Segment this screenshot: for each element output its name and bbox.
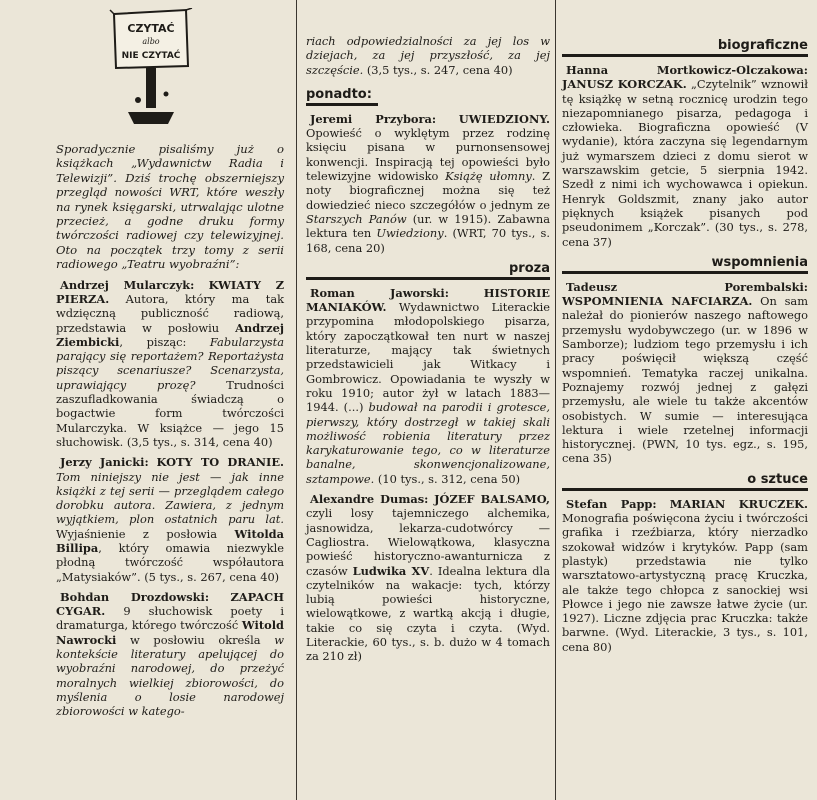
entry-text: 9 słuchowisk poety i dramaturga, którego twórczość [56, 604, 284, 633]
section-heading-o-sztuce: o sztuce [562, 472, 808, 491]
entry-title: JANUSZ KORCZAK. [562, 77, 687, 92]
entry-text: (ur. w 1915). Zabawna lektura ten [306, 211, 550, 241]
entry-text: w posłowiu określa [130, 632, 261, 647]
entry-quote: w kontekście literatury apelującej do wyobraźni narodowej, do przeżyć moralnych wielkiej zbiorowości, do myślenia o losie narodowej zbiorowości w katego- [56, 632, 284, 719]
section-heading-proza: proza [306, 261, 550, 280]
entry-author: Jerzy Janicki: [60, 455, 149, 470]
entry-text: . (WRT, 70 tys., s. 168, cena 20) [306, 226, 550, 255]
entry-porembalski [562, 280, 808, 466]
entry-drozdowski [56, 590, 284, 719]
entry-quote: budował na parodii i grotesce, pierwszy, który dostrzegł w takiej skali możliwość robienia literatury przez karykaturowanie tego, co w literaturze banalne, skonwencjonalizowane, sztampowe. [306, 400, 551, 486]
entry-janicki [56, 455, 284, 584]
column-1 [56, 0, 284, 725]
entry-quote: Książę ułomny [445, 169, 532, 184]
entry-name: Witold Nawrocki [56, 618, 284, 647]
entry-title: WSPOMNIENIA NAFCIARZA. [562, 294, 753, 309]
entry-text: czyli losy tajemniczego alchemika, jasnowidza, lekarza-cudotwórcy — Cagliostra. Wielowątkowa, klasyczna powieść historyczno-awanturnicza z czasów [306, 506, 550, 578]
logo-line2: albo [142, 37, 160, 46]
entry-text: Trudności zaszufladkowania świadczą o bogactwie form twórczości Mularczyka. W książce — jego 15 słuchowisk. (3,5 tys., s. 314, cena 40) [56, 377, 285, 449]
entry-text: „Czytelnik” wznowił tę książkę w setną rocznicę urodzin tego niezapomnianego pisarza, pedagoga i człowieka. Biograficzna opowieść (V wydanie), która zaczyna się legendarnym już wymarszem dzieci z domu sierot w warszawskim getcie, 5 sierpnia 1942. Szedł z nimi ich wychowawca i opiekun. Henryk Goldszmit, znany jako autor pięknych książek pisanych pod pseudonimem „Korczak”. (30 tys., s. 278, cena 37) [562, 77, 809, 249]
entry-author: Alexandre Dumas: [310, 492, 429, 507]
entry-quote: riach odpowiedzialności za jej los w dziejach, za jej przyszłość, za jej szczęście. [306, 34, 550, 77]
entry-name: Andrzej Ziembicki [56, 320, 285, 349]
entry-dumas [306, 492, 550, 664]
entry-title: KOTY TO DRANIE. [156, 455, 284, 470]
column-rule-right [555, 0, 556, 800]
entry-text: Autora, który ma tak wdzięczną publiczność radiową, przedstawia w posłowiu [56, 291, 285, 335]
entry-quote: Uwiedziony [376, 226, 444, 241]
entry-text: On sam należał do pionierów naszego naftowego przemysłu wydobywczego (ur. w 1896 w Samborze); ludziom tego przemysłu i ich pracy poświęcił większą część wspomnień. Tematyka raczej unikalna. Poznajemy rozwój jednej z gałęzi przemysłu, ale wiele tu także akcentów osobistych. W sumie — interesująca lektura i wiele rzetelnej informacji historycznej. (PWN, 10 tys. egz., s. 195, cena 35) [562, 294, 809, 466]
entry-title: HISTORIE MANIAKÓW. [306, 285, 550, 315]
logo-line1: CZYTAĆ [127, 22, 175, 35]
entry-title: MARIAN KRUCZEK. [669, 496, 808, 511]
entry-author: Stefan Papp: [566, 496, 657, 511]
entry-name: Ludwika XV [352, 563, 430, 578]
entry-title: JÓZEF BALSAMO, [434, 492, 550, 507]
entry-text: . Idealna lektura dla czytelników na wakacje: tych, którzy lubią powieści historyczne, wielowątkowe, z wartką akcją i długie, takie co się czyta i czyta. (Wyd. Literackie, 60 tys., s. b. dużo w 4 tomach za 210 zł) [306, 563, 550, 664]
entry-mortkowicz [562, 63, 808, 249]
column-rule-left [296, 0, 297, 800]
column-2 [306, 0, 550, 670]
entry-author: Andrzej Mularczyk: [60, 277, 195, 292]
entry-text: (3,5 tys., s. 247, cena 40) [366, 62, 513, 77]
logo-line3: NIE CZYTAĆ [121, 51, 181, 61]
entry-author: Jeremi Przybora: [310, 111, 437, 126]
entry-author: Hanna Mortkowicz-Olczakowa: [566, 63, 808, 77]
entry-author: Roman Jaworski: [310, 285, 449, 300]
entry-quote: Starszych Panów [306, 211, 407, 226]
entry-quote: Fabularzysta parający się reportażem? Reportażysta piszący scenariusze? Scenarzysta, uprawiający prozę? [56, 334, 284, 392]
entry-drozdowski-continued [306, 34, 550, 77]
section-heading-ponadto: ponadto: [306, 87, 378, 106]
entry-text: Opowieść o wyklętym przez rodzinę księciu pisana w purnonsensowej konwencji. Inspiracją tej opowieści było telewizyjne widowisko [306, 126, 550, 184]
entry-title: KWIATY Z PIERZA. [56, 277, 285, 306]
entry-text: (10 tys., s. 312, cena 50) [377, 471, 521, 486]
entry-jaworski [306, 286, 550, 486]
entry-text: Wyjaśnienie z posłowia [56, 526, 218, 541]
entry-author: Bohdan Drozdowski: [60, 589, 210, 604]
column-3 [562, 0, 808, 660]
entry-papp [562, 497, 808, 654]
entry-mularczyk [56, 278, 284, 450]
entry-quote: Tom niniejszy nie jest — jak inne książki z tej serii — przeglądem całego dorobku autora. Zawiera, z jednym wyjątkiem, plon ostatnich paru lat. [56, 469, 284, 527]
entry-text: , pisząc: [119, 334, 187, 349]
entry-author: Tadeusz Porembalski: [566, 279, 808, 294]
entry-text: , który omawia niezwykle płodną twórczość współautora „Matysiaków”. (5 tys., s. 267, cena 40) [56, 541, 284, 584]
entry-text: . Z noty biograficznej można się też dowiedzieć nieco szczegółów o jednym ze [306, 169, 550, 212]
entry-title: UWIEDZIONY. [458, 111, 550, 126]
section-heading-biograficzne: biograficzne [562, 38, 808, 57]
entry-title: ZAPACH CYGAR. [56, 589, 284, 619]
entry-name: Witolda Billipa [56, 526, 284, 555]
section-heading-wspomnienia: wspomnienia [562, 255, 808, 274]
entry-text: Wydawnictwo Literackie przypomina młodopolskiego pisarza, który zapoczątkował ten nurt w naszej literaturze, mający tak świetnych przedstawicieli jak Witkacy i Gombrowicz. Opowiadania te wyszły w roku 1910; autor żył w latach 1883—1944. (...) [306, 300, 550, 415]
entry-przybora [306, 112, 550, 255]
intro-paragraph: Sporadycznie pisaliśmy już o książkach „Wydawnictw Radia i Telewizji”. Dziś trochę obszerniejszy przegląd nowości WRT, które weszły na rynek księgarski, utrwalając ulotne przecież, a godne druku formy twórczości radiowej czy telewizyjnej. Oto na początek trzy tomy z serii radiowego „Teatru wyobraźni”: [56, 142, 284, 272]
entry-text: Monografia poświęcona życiu i twórczości grafika i rzeźbiarza, który nierzadko szokował widzów i krytyków. Papp (sam plastyk) przedstawia nie tylko warsztatowo-artystyczną pracę Kruczka, ale także tego chłopca z sanockiej wsi Płowce i jego nie zawsze łatwe życie (ur. 1927). Liczne zdjęcia prac Kruczka: także barwne. (Wyd. Literackie, 3 tys., s. 101, cena 80) [562, 511, 808, 654]
